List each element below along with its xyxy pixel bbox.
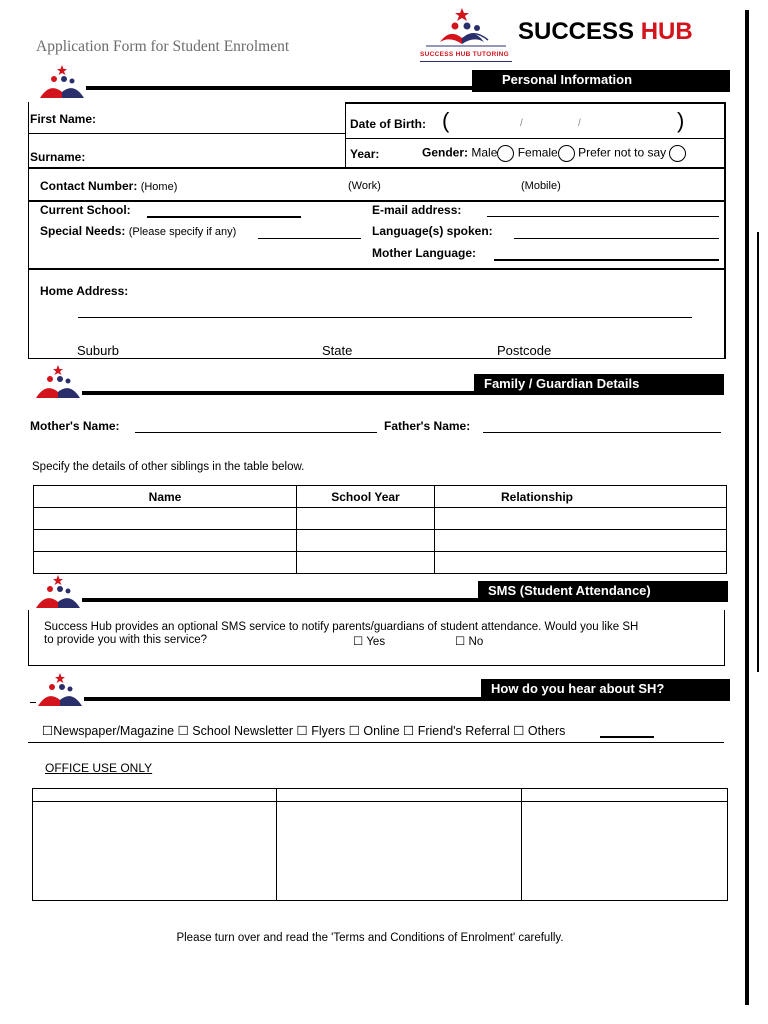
brand-title — [518, 18, 693, 46]
tab-sms: SMS (Student Attendance) — [478, 581, 728, 602]
first-name-label: First Name: — [30, 112, 97, 126]
section-logo-icon — [34, 672, 86, 710]
dob-label: Date of Birth: — [350, 117, 426, 131]
office-cell-1[interactable] — [33, 802, 275, 900]
special-needs-field[interactable] — [258, 238, 361, 239]
col-school-year: School Year — [297, 486, 435, 508]
special-needs-row — [40, 224, 236, 238]
father-name-field[interactable] — [483, 432, 721, 433]
table-header-row — [34, 486, 727, 508]
dob-open-paren: ( — [442, 108, 450, 133]
others-field[interactable] — [600, 736, 654, 738]
tab-family-guardian: Family / Guardian Details — [474, 374, 724, 395]
col-relationship: Relationship — [435, 486, 727, 508]
gender-prefer-label: Prefer not to say — [578, 145, 667, 160]
email-label: E-mail address: — [372, 203, 462, 217]
office-cell-3[interactable] — [522, 802, 727, 900]
gender-male-radio[interactable] — [497, 145, 514, 162]
sibling-name-cell[interactable] — [34, 552, 297, 574]
gender-prefer-radio[interactable] — [669, 145, 686, 162]
section-logo-icon — [32, 574, 84, 612]
dob-slash-2: / — [578, 118, 581, 129]
sms-yes-label: Yes — [366, 636, 386, 648]
tab-how-hear: How do you hear about SH? — [481, 679, 730, 700]
sms-no-option[interactable] — [455, 634, 483, 648]
dob-close-paren: ) — [677, 108, 685, 133]
gender-label: Gender: — [422, 145, 469, 160]
mother-name-field[interactable] — [135, 432, 377, 433]
father-name-label: Father's Name: — [384, 419, 471, 433]
home-address-field[interactable] — [78, 317, 692, 318]
gender-female-radio[interactable] — [558, 145, 575, 162]
brand-hub: HUB — [640, 18, 693, 45]
school-label: Current School: — [40, 203, 131, 217]
languages-field[interactable] — [514, 238, 719, 239]
page-edge-thin — [757, 232, 759, 672]
form-title: Application Form for Student Enrolment — [36, 38, 290, 55]
table-row — [34, 530, 727, 552]
office-use-label: OFFICE USE ONLY — [45, 761, 153, 775]
gender-group — [422, 145, 686, 162]
contact-home-label: (Home) — [140, 181, 178, 193]
sms-yes-option[interactable] — [353, 634, 385, 648]
col-name: Name — [34, 486, 297, 508]
section-logo-icon — [32, 364, 84, 402]
dob-input[interactable] — [454, 110, 674, 134]
postcode-label: Postcode — [497, 343, 552, 358]
sms-no-label: No — [468, 636, 484, 648]
special-needs-label: Special Needs: — [40, 224, 126, 238]
office-cell-2[interactable] — [277, 802, 520, 900]
siblings-table — [33, 485, 727, 574]
sibling-year-cell[interactable] — [297, 530, 435, 552]
footer-note: Please turn over and read the 'Terms and Conditions of Enrolment' carefully. — [176, 932, 564, 944]
success-hub-logo — [418, 6, 512, 68]
sibling-name-cell[interactable] — [34, 530, 297, 552]
checkbox-friends-referral[interactable]: ☐ Friend's Referral — [403, 724, 510, 738]
gender-female-label: Female — [517, 145, 558, 160]
contact-row — [40, 179, 177, 193]
school-field[interactable] — [147, 216, 301, 218]
logo-text: SUCCESS HUB TUTORING — [420, 51, 509, 58]
sibling-name-cell[interactable] — [34, 508, 297, 530]
table-row — [34, 552, 727, 574]
tab-personal-information: Personal Information — [472, 70, 730, 92]
mother-name-label: Mother's Name: — [30, 419, 120, 433]
languages-label: Language(s) spoken: — [372, 224, 493, 238]
mother-language-label: Mother Language: — [372, 246, 476, 260]
checkbox-others[interactable]: ☐ Others — [513, 724, 566, 738]
table-row — [34, 508, 727, 530]
home-address-label: Home Address: — [40, 284, 129, 298]
sibling-relationship-cell[interactable] — [435, 552, 727, 574]
section-logo-icon — [36, 64, 88, 102]
sms-text-line-2: to provide you with this service? — [44, 634, 207, 646]
dob-slash-1: / — [520, 118, 523, 129]
contact-mobile-label: (Mobile) — [521, 180, 561, 192]
checkbox-flyers[interactable]: ☐ Flyers — [296, 724, 346, 738]
mother-language-field[interactable] — [494, 259, 719, 261]
sms-text-line-1: Success Hub provides an optional SMS service to notify parents/guardians of student attendance. Would you like SH — [44, 621, 639, 633]
sibling-year-cell[interactable] — [297, 508, 435, 530]
sibling-relationship-cell[interactable] — [435, 530, 727, 552]
year-label: Year: — [350, 147, 380, 161]
sms-yes-checkbox[interactable]: ☐ — [353, 636, 364, 648]
gender-male-label: Male — [471, 145, 498, 160]
checkbox-school-newsletter[interactable]: ☐ School Newsletter — [177, 724, 294, 738]
siblings-hint: Specify the details of other siblings in the table below. — [32, 461, 305, 473]
contact-label: Contact Number: — [40, 179, 138, 193]
contact-work-label: (Work) — [348, 180, 381, 192]
state-label: State — [322, 343, 353, 358]
sibling-year-cell[interactable] — [297, 552, 435, 574]
suburb-label: Suburb — [77, 343, 119, 358]
page-edge — [745, 10, 749, 1005]
checkbox-newspaper[interactable]: ☐Newspaper/Magazine — [42, 724, 175, 738]
surname-label: Surname: — [30, 150, 86, 164]
sibling-relationship-cell[interactable] — [435, 508, 727, 530]
hear-options — [42, 723, 565, 738]
checkbox-online[interactable]: ☐ Online — [348, 724, 400, 738]
special-needs-hint: (Please specify if any) — [128, 226, 237, 238]
email-field[interactable] — [487, 216, 719, 217]
sms-no-checkbox[interactable]: ☐ — [455, 636, 466, 648]
brand-success: SUCCESS — [518, 18, 635, 45]
